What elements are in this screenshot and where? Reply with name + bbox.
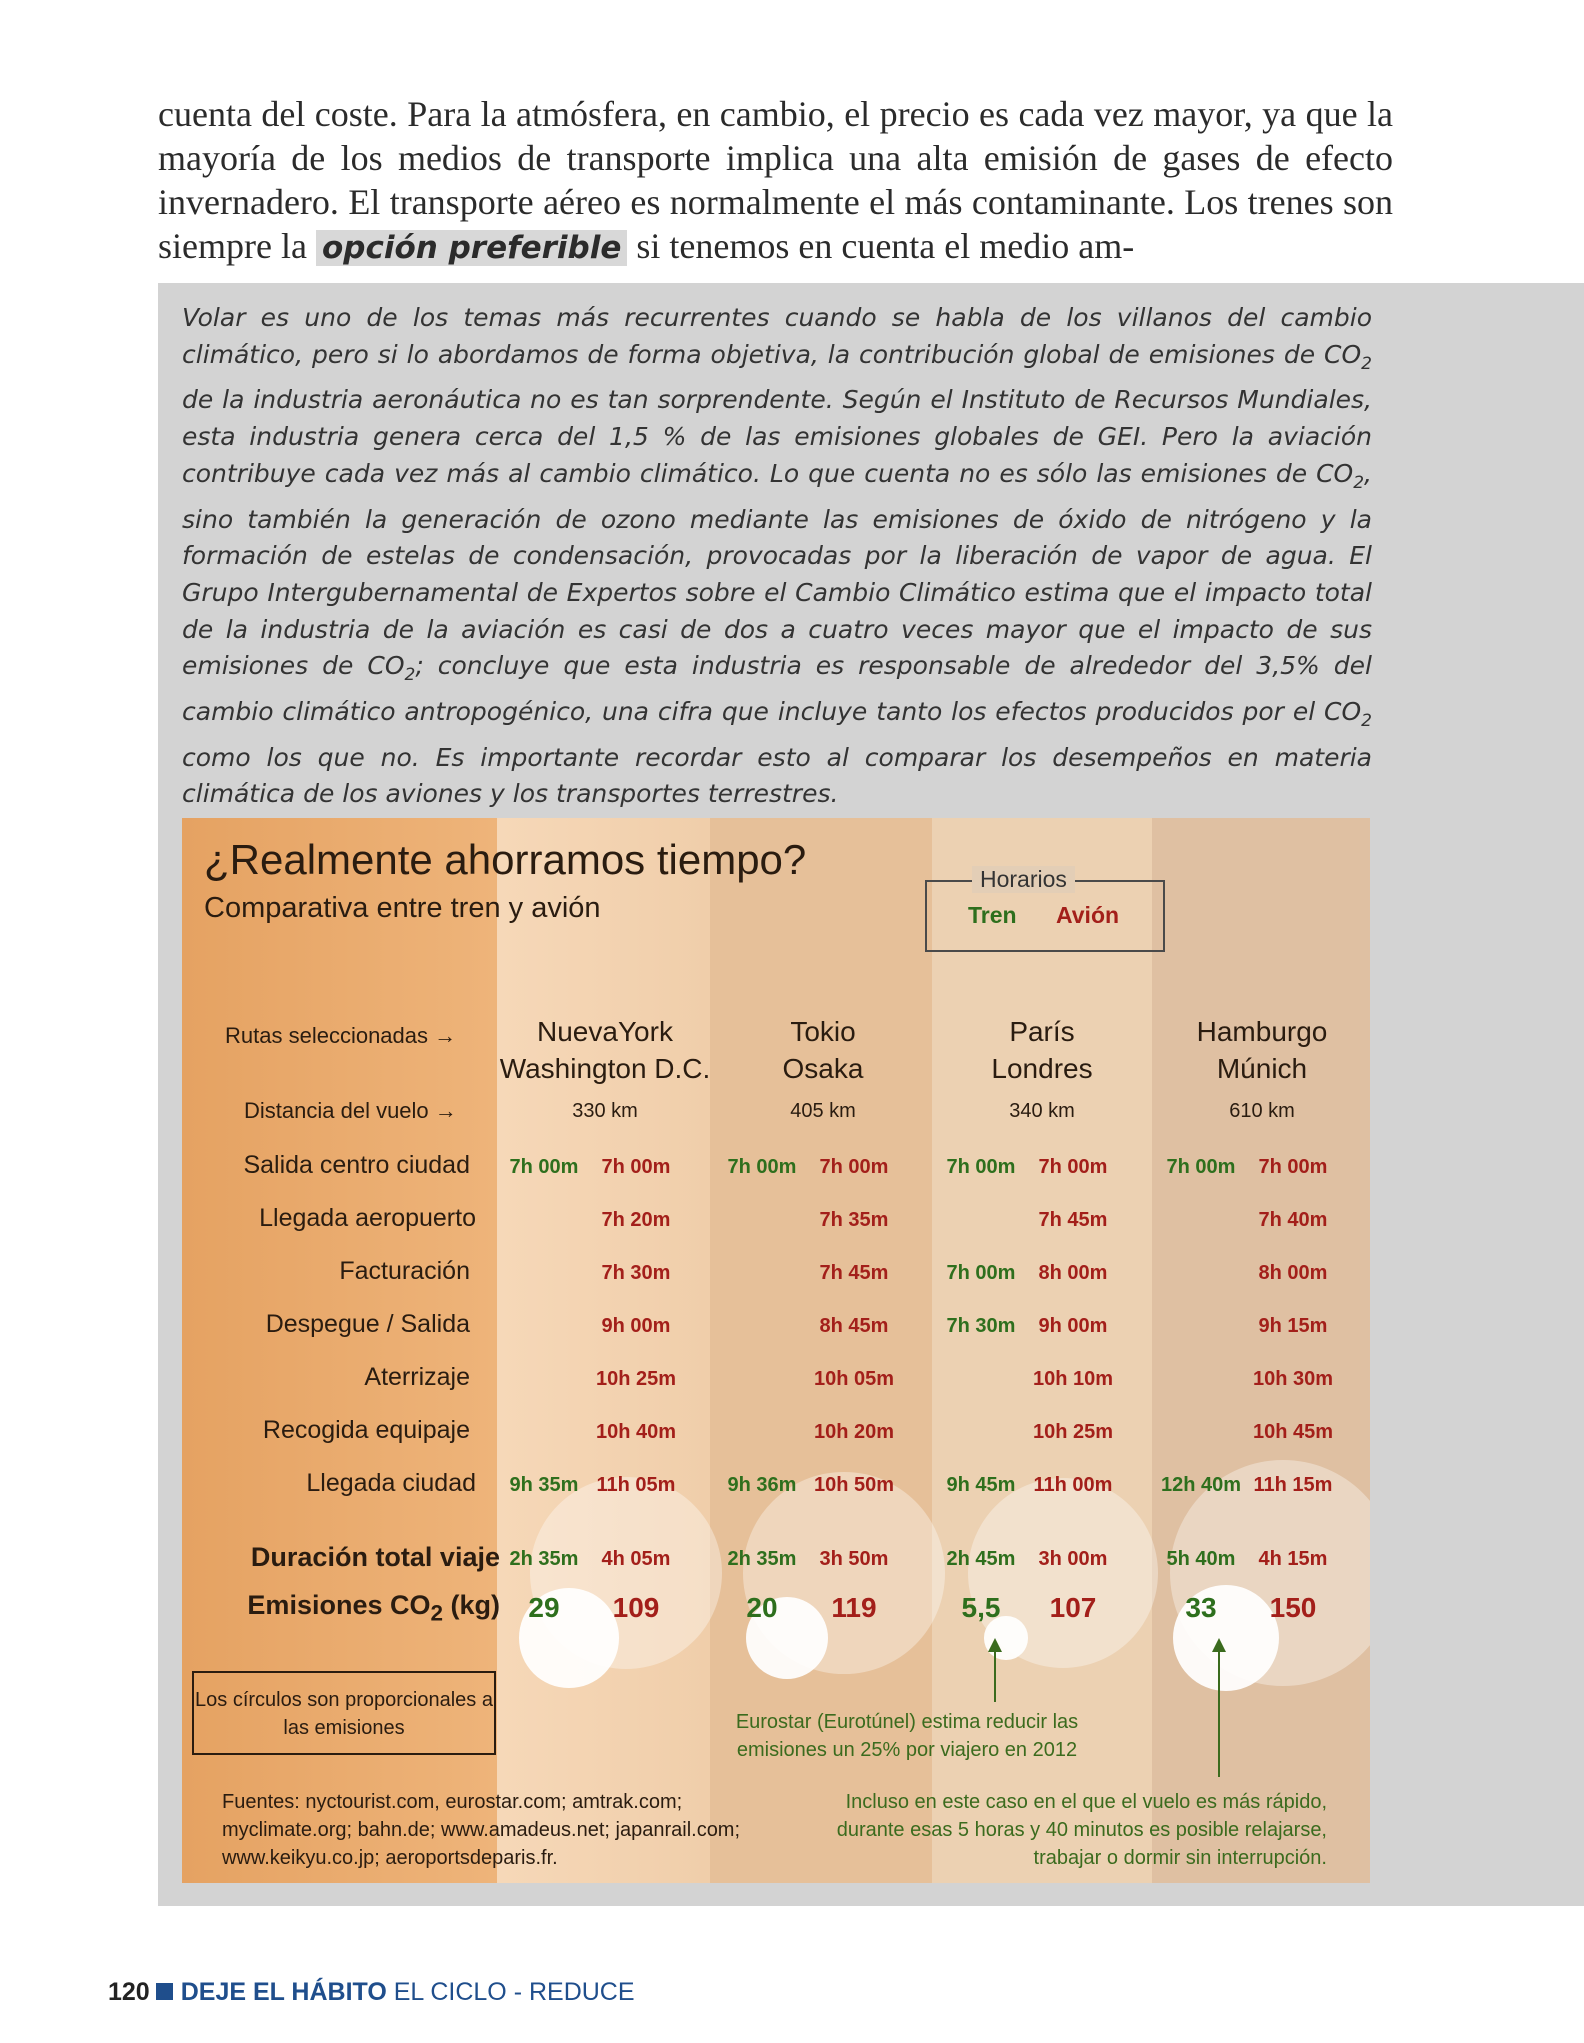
emissions-train: 20	[746, 1592, 778, 1623]
routes-label	[225, 1023, 456, 1049]
route-city-1: París	[1009, 1016, 1075, 1047]
sidebar-text-2: de la industria aeronáutica no es tan sorprendente. Según el Instituto de Recursos Mundiales, esta industria genera cerca del 1,5 % de las emisiones globales de GEI. Pero la aviación contribuye cada vez más al cambio climático. Lo que cuenta no es sólo las emisiones de CO	[182, 385, 1372, 488]
plane-time: 11h 15m	[1253, 1474, 1333, 1496]
plane-time: 8h 00m	[1038, 1262, 1108, 1284]
row-label: Recogida equipaje	[262, 1416, 470, 1444]
legend-title: Horarios	[972, 866, 1075, 893]
emissions-plane: 119	[831, 1592, 877, 1623]
square-bullet-icon	[156, 1983, 173, 2000]
sidebar-text-5: como los que no. Es importante recordar esto al comparar los desempeños en materia climática de los aviones y los transportes terrestres.	[182, 742, 1372, 809]
total-train: 2h 35m	[509, 1548, 579, 1570]
plane-time: 10h 25m	[1032, 1421, 1114, 1443]
page-number: 120	[108, 1978, 150, 2006]
plane-time: 10h 30m	[1252, 1368, 1334, 1390]
row-label: Facturación	[339, 1257, 470, 1285]
emissions-plane: 107	[1049, 1592, 1097, 1623]
plane-time: 11h 05m	[596, 1474, 676, 1496]
train-time: 7h 00m	[946, 1262, 1016, 1284]
plane-time: 10h 40m	[595, 1421, 677, 1443]
plane-time: 7h 40m	[1258, 1209, 1328, 1231]
row-label: Despegue / Salida	[265, 1310, 470, 1338]
plane-time: 7h 30m	[601, 1262, 671, 1284]
subscript-2: 2	[1361, 353, 1372, 374]
plane-time: 10h 10m	[1032, 1368, 1114, 1390]
plane-time: 9h 00m	[1038, 1315, 1108, 1337]
total-train: 2h 35m	[727, 1548, 797, 1570]
circles-note: Los círculos son proporcionales a las emisiones	[195, 1689, 493, 1739]
plane-time: 9h 00m	[601, 1315, 671, 1337]
sidebar-paragraph	[182, 300, 1372, 813]
intro-paragraph	[158, 92, 1393, 270]
total-plane: 4h 15m	[1258, 1548, 1328, 1570]
intro-text-after: si tenemos en cuenta el medio am-	[627, 226, 1135, 266]
plane-time: 10h 20m	[813, 1421, 895, 1443]
route-city-1: NuevaYork	[537, 1016, 673, 1047]
route-distance: 330 km	[572, 1100, 638, 1122]
emissions-unit: (kg)	[443, 1590, 500, 1620]
row-label: Llegada aeropuerto	[259, 1204, 476, 1232]
train-time: 7h 00m	[946, 1156, 1016, 1178]
plane-time: 10h 50m	[813, 1474, 895, 1496]
intro-text-before: cuenta del coste. Para la atmósfera, en cambio, el precio es cada vez mayor, ya que la mayoría de los medios de transporte implica una alta emisión de gases de efecto invernadero. El transporte aéreo es normalmente el más contaminante. Los trenes son siempre la	[158, 94, 1393, 266]
infographic-subtitle: Comparativa entre tren y avión	[204, 892, 601, 924]
hamburg-arrow-head-icon	[1212, 1638, 1226, 1652]
sidebar-text-3: , sino también la generación de ozono mediante las emisiones de óxido de nitrógeno y la formación de estelas de condensación, provocadas por la liberación de vapor de agua. El Grupo Intergubernamental de Expertos sobre el Cambio Climático estima que el impacto total de la industria de la aviación es casi de dos a cuatro veces mayor que el impacto de sus emisiones de CO	[182, 458, 1372, 681]
plane-time: 7h 45m	[1038, 1209, 1108, 1231]
emissions-plane: 150	[1269, 1592, 1317, 1623]
route-city-2: Múnich	[1216, 1053, 1308, 1084]
train-time: 9h 36m	[727, 1474, 797, 1496]
route-city-2: Londres	[991, 1053, 1093, 1084]
route-city-2: Washington D.C.	[499, 1053, 711, 1084]
legend-plane: Avión	[1056, 902, 1120, 928]
plane-time: 7h 00m	[1258, 1156, 1328, 1178]
infographic	[182, 818, 1370, 1883]
total-train: 5h 40m	[1166, 1548, 1236, 1570]
emissions-train: 33	[1185, 1592, 1217, 1623]
plane-time: 8h 45m	[819, 1315, 889, 1337]
plane-time: 10h 25m	[595, 1368, 677, 1390]
train-time: 7h 00m	[727, 1156, 797, 1178]
eurostar-arrow-line	[994, 1652, 996, 1702]
route-band-1	[497, 818, 710, 1883]
plane-time: 10h 45m	[1252, 1421, 1334, 1443]
emissions-subscript: 2	[430, 1600, 443, 1626]
footer-section: DEJE EL HÁBITO	[180, 1978, 387, 2006]
plane-time: 7h 45m	[819, 1262, 889, 1284]
hamburg-note: Incluso en este caso en el que el vuelo es más rápido, durante esas 5 horas y 40 minutos es posible relajarse, trabajar o dormir sin interrupción.	[836, 1791, 1327, 1869]
subscript-2: 2	[404, 665, 416, 686]
eurostar-note: Eurostar (Eurotúnel) estima reducir las emisiones un 25% por viajero en 2012	[735, 1711, 1079, 1761]
emissions-label-text: Emisiones CO	[247, 1590, 431, 1620]
route-city-1: Hamburgo	[1196, 1016, 1328, 1047]
sidebar-text-4: ; concluye que esta industria es responsable de alrededor del 3,5% del cambio climático antropogénico, una cifra que incluye tanto los efectos producidos por el CO	[182, 651, 1372, 727]
train-time: 7h 00m	[1166, 1156, 1236, 1178]
total-plane: 3h 50m	[819, 1548, 889, 1570]
total-duration-label: Duración total viaje	[250, 1542, 500, 1572]
emissions-label	[200, 1590, 500, 1626]
arrow-right-icon: →	[434, 1023, 457, 1048]
train-time: 12h 40m	[1160, 1474, 1242, 1496]
plane-time: 11h 00m	[1033, 1474, 1113, 1496]
page-footer	[108, 1978, 635, 2007]
train-time: 7h 30m	[946, 1315, 1016, 1337]
route-city-1: Tokio	[790, 1016, 856, 1047]
total-train: 2h 45m	[946, 1548, 1016, 1570]
plane-time: 7h 35m	[819, 1209, 889, 1231]
sources: Fuentes: nyctourist.com, eurostar.com; amtrak.com; myclimate.org; bahn.de; www.amadeus.net; japanrail.com; www.keikyu.co.jp; aeroportsdeparis.fr.	[222, 1791, 741, 1869]
routes-label-text: Rutas seleccionadas	[225, 1023, 429, 1048]
route-distance: 340 km	[1009, 1100, 1075, 1122]
subscript-2: 2	[1361, 711, 1372, 732]
plane-time: 7h 00m	[601, 1156, 671, 1178]
row-label: Aterrizaje	[364, 1363, 470, 1391]
distance-label	[244, 1098, 457, 1124]
total-plane: 3h 00m	[1038, 1548, 1108, 1570]
plane-time: 10h 05m	[813, 1368, 895, 1390]
intro-highlight: opción preferible	[316, 230, 627, 266]
route-city-2: Osaka	[782, 1053, 864, 1084]
train-time: 9h 45m	[946, 1474, 1016, 1496]
emissions-train: 5,5	[961, 1592, 1001, 1623]
train-time: 7h 00m	[509, 1156, 579, 1178]
emissions-plane: 109	[612, 1592, 660, 1623]
distance-label-text: Distancia del vuelo	[244, 1098, 429, 1123]
emissions-train: 29	[528, 1592, 560, 1623]
route-distance: 405 km	[790, 1100, 856, 1122]
hamburg-arrow-line	[1218, 1652, 1220, 1777]
plane-time: 7h 20m	[601, 1209, 671, 1231]
plane-time: 8h 00m	[1258, 1262, 1328, 1284]
footer-chapter: EL CICLO - REDUCE	[393, 1978, 635, 2006]
plane-time: 7h 00m	[1038, 1156, 1108, 1178]
arrow-right-icon: →	[434, 1098, 457, 1123]
subscript-2: 2	[1353, 472, 1365, 493]
train-time: 9h 35m	[509, 1474, 579, 1496]
plane-time: 9h 15m	[1258, 1315, 1328, 1337]
sidebar-text-1: Volar es uno de los temas más recurrentes cuando se habla de los villanos del cambio climático, pero si lo abordamos de forma objetiva, la contribución global de emisiones de CO	[182, 303, 1372, 369]
row-label: Salida centro ciudad	[243, 1151, 470, 1179]
infographic-title: ¿Realmente ahorramos tiempo?	[204, 836, 807, 883]
route-distance: 610 km	[1229, 1100, 1295, 1122]
plane-time: 7h 00m	[819, 1156, 889, 1178]
total-plane: 4h 05m	[601, 1548, 671, 1570]
legend-train: Tren	[968, 902, 1017, 928]
row-label: Llegada ciudad	[306, 1469, 476, 1497]
route-band-4	[1152, 818, 1370, 1883]
eurostar-arrow-head-icon	[988, 1638, 1002, 1652]
